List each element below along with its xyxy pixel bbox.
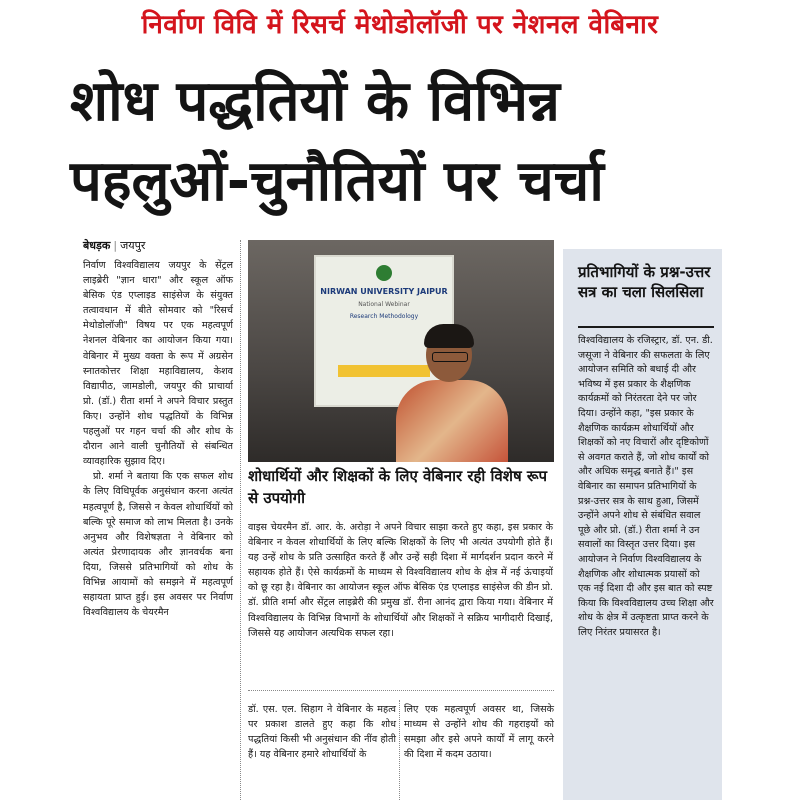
- photo-caption: शोधार्थियों और शिक्षकों के लिए वेबिनार रही विशेष रूप से उपयोगी: [248, 467, 548, 507]
- screen-subtitle: National Webinar: [358, 301, 410, 308]
- headline-line-2: पहलुओं-चुनौतियों पर चर्चा: [70, 149, 604, 214]
- sidebar-heading: प्रतिभागियों के प्रश्न-उत्तर सत्र का चला सिलसिला: [578, 263, 711, 301]
- screen-title: NIRWAN UNIVERSITY JAIPUR: [320, 287, 448, 296]
- event-photo: [248, 240, 554, 462]
- university-logo-icon: [376, 265, 392, 281]
- left-paragraph-2: प्रो. शर्मा ने बताया कि एक सफल शोध के लिए विधिपूर्वक अनुसंधान करना अत्यंत महत्वपूर्ण है, जिससे न केवल शोधार्थियों को बल्कि पूरे समाज को लाभ मिलता है। उनके अनुभव और विशेषज्ञता ने वेबिनार को अत्यंत प्रेरणादायक और ज्ञानवर्धक बना दिया, जिससे प्रतिभागियों को शोध के विभिन्न आयामों को समझने में महत्वपूर्ण सहायता प्राप्त हुई। इस अवसर पर निर्वाण विश्वविद्यालय के चेयरमैन: [83, 471, 233, 619]
- headline-line-1: शोध पद्धतियों के विभिन्न: [70, 69, 560, 134]
- dateline-source: बेधड़क: [83, 239, 111, 252]
- kicker-headline: निर्वाण विवि में रिसर्च मेथोडोलॉजी पर नेशनल वेबिनार: [141, 10, 659, 40]
- bottom-column-divider: [399, 700, 400, 800]
- dateline: बेधड़क | जयपुर: [83, 239, 146, 252]
- sidebar-rule: [578, 326, 714, 328]
- dateline-place: जयपुर: [120, 239, 146, 252]
- article-left-column: [83, 258, 233, 620]
- screen-topic: Research Methodology: [349, 313, 419, 320]
- main-headline: [70, 62, 760, 222]
- middle-paragraph: वाइस चेयरमैन डॉ. आर. के. अरोड़ा ने अपने विचार साझा करते हुए कहा, इस प्रकार के वेबिनार न केवल शोधार्थियों के लिए बल्कि शिक्षकों के लिए भी अत्यंत उपयोगी होते हैं। यह उन्हें शोध के प्रति उत्साहित करते हैं और उन्हें सही दिशा में मार्गदर्शन प्रदान करने में सहायक होते हैं। ऐसे कार्यक्रमों के माध्यम से विश्वविद्यालय शोध के क्षेत्र में नई ऊंचाइयों को छू रहा है। वेबिनार का आयोजन स्कूल ऑफ बेसिक एंड एप्लाइड साइंसेज की डीन प्रो. डॉ. प्रीति शर्मा और सेंट्रल लाइब्रेरी की प्रमुख डॉ. रीना आनंद द्वारा किया गया। वेबिनार में विश्वविद्यालय के विभिन्न विभागों के शोधार्थियों और शिक्षकों ने सक्रिय भागीदारी दिखाई, जिससे यह आयोजन अत्यधिक सफल रहा।: [248, 522, 553, 639]
- speaker-figure: [396, 328, 508, 462]
- column-divider: [240, 240, 241, 800]
- sidebar-body: विश्वविद्यालय के रजिस्ट्रार, डॉ. एन. डी. जसूजा ने वेबिनार की सफलता के लिए आयोजन समिति को बधाई दी और भविष्य में इस प्रकार के शैक्षणिक कार्यक्रमों को निरंतरता देने पर जोर दिया। उन्होंने कहा, "इस प्रकार के शैक्षणिक कार्यक्रम शोधार्थियों और शिक्षकों को नए विचारों और दृष्टिकोणों से अवगत कराते हैं, जो शोध कार्यों को और अधिक समृद्ध बनाते हैं।" इस वेबिनार का समापन प्रतिभागियों के प्रश्न-उत्तर सत्र के साथ हुआ, जिसमें उन्होंने अपने शोध से संबंधित सवाल पूछे और प्रो. (डॉ.) रीता शर्मा ने उन सवालों का विस्तृत उत्तर दिया। इस आयोजन ने निर्वाण विश्वविद्यालय के शैक्षणिक और शोधात्मक प्रयासों को एक नई दिशा दी और इस बात को स्पष्ट किया कि विश्वविद्यालय उच्च शिक्षा और शोध के क्षेत्र में उत्कृष्टता प्राप्त करने के लिए निरंतर प्रयासरत है।: [578, 335, 714, 638]
- article-bottom-left: डॉ. एस. एल. सिहाग ने वेबिनार के महत्व पर प्रकाश डालते हुए कहा कि शोध पद्धतियां किसी भी अनुसंधान की नींव होती हैं। यह वेबिनार हमारे शोधार्थियों के: [248, 704, 396, 761]
- left-paragraph-1: निर्वाण विश्वविद्यालय जयपुर के सेंट्रल लाइब्रेरी "ज्ञान धारा" और स्कूल ऑफ बेसिक एंड एप्लाइड साइंसेज के संयुक्त तत्वावधान में बीते सोमवार को "रिसर्च मेथोडोलॉजी" विषय पर एक महत्वपूर्ण नेशनल वेबिनार का आयोजन किया गया। वेबिनार में मुख्य वक्ता के रूप में अग्रसेन स्नातकोत्तर शिक्षा महाविद्यालय, केशव विद्यापीठ, जामडोली, जयपुर की प्राचार्या प्रो. (डॉ.) रीता शर्मा ने अपने विचार प्रस्तुत किए। उन्होंने शोध पद्धतियों के विभिन्न पहलुओं पर गहन चर्चा की और शोध के दौरान आने वाली चुनौतियों से संबन्धित व्यावहारिक सुझाव दिए।: [83, 260, 233, 468]
- horizontal-divider: [248, 690, 554, 691]
- article-bottom-right: लिए एक महत्वपूर्ण अवसर था, जिसके माध्यम से उन्होंने शोध की गहराइयों को समझा और इसे अपने कार्यों में लागू करने की दिशा में कदम उठाया।: [404, 704, 554, 761]
- article-middle-column: [248, 520, 553, 641]
